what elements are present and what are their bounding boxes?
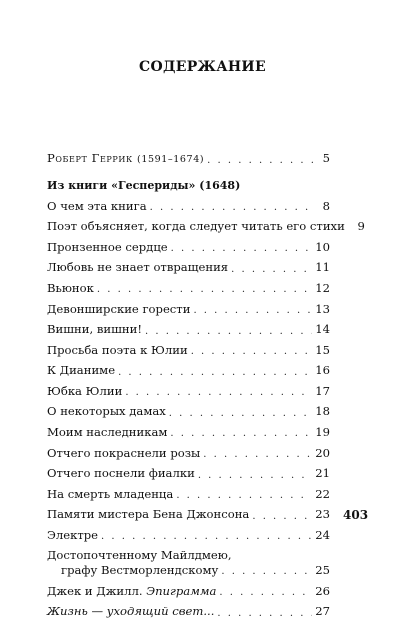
- page-number: 22: [315, 486, 330, 501]
- leader-dots: [125, 387, 312, 398]
- toc-entry: [47, 528, 330, 542]
- page-number: 24: [315, 527, 330, 542]
- entry-title: На смерть младенца: [47, 486, 174, 501]
- page-number: 15: [315, 342, 330, 357]
- leader-dots: [176, 490, 312, 501]
- leader-dots: [191, 346, 313, 357]
- toc-entry: [47, 604, 330, 618]
- author-heading: [47, 151, 204, 166]
- leader-dots: [145, 326, 312, 337]
- entry-title: Девонширские горести: [47, 301, 191, 316]
- toc-entry: [47, 446, 330, 460]
- author-years: (1591–1674): [137, 154, 205, 165]
- page-number: 21: [315, 466, 330, 481]
- page-number: 12: [315, 280, 330, 295]
- leader-dots: [193, 305, 312, 316]
- page-number: 20: [315, 445, 330, 460]
- page-number: 23: [315, 507, 330, 522]
- page-number: 14: [315, 322, 330, 337]
- entry-title: Электре: [47, 527, 99, 542]
- toc-entry: [47, 384, 330, 398]
- toc-entry: [47, 466, 330, 480]
- page-number: 10: [315, 239, 330, 254]
- toc-entry: [47, 260, 330, 274]
- entry-title: Жизнь — уходящий свет...: [47, 604, 215, 619]
- entry-title: Моим наследникам: [47, 424, 168, 439]
- page-number: 25: [315, 562, 330, 577]
- page-number: 26: [315, 583, 330, 598]
- toc-entry: [47, 425, 330, 439]
- entry-title: [47, 584, 216, 598]
- entry-title: Юбка Юлии: [47, 383, 123, 398]
- toc-entry: [47, 281, 330, 295]
- entry-title: Отчего поснели фиалки: [47, 466, 195, 481]
- leader-dots: [198, 470, 312, 481]
- page-number: 16: [315, 363, 330, 378]
- toc-entry: [47, 487, 330, 501]
- toc-entry: [47, 240, 330, 254]
- leader-dots: [169, 408, 312, 419]
- leader-dots: [207, 155, 313, 166]
- toc-entry-line2: [47, 563, 330, 577]
- entry-title: Вьюнок: [47, 280, 94, 295]
- page-number: 11: [315, 260, 330, 275]
- leader-dots: [150, 202, 313, 213]
- toc-entry: [47, 404, 330, 418]
- leader-dots: [221, 566, 312, 577]
- page-number: 13: [315, 301, 330, 316]
- toc-entry: [47, 322, 330, 336]
- toc-entry: [47, 219, 365, 234]
- entry-title: О чем эта книга: [47, 198, 147, 213]
- leader-dots: [252, 511, 312, 522]
- toc-entry: [47, 302, 330, 316]
- leader-dots: [170, 428, 312, 439]
- leader-dots: [101, 531, 312, 542]
- page-number: 19: [315, 424, 330, 439]
- entry-title: Любовь не знает отвращения: [47, 260, 229, 275]
- toc-entry: [47, 199, 330, 213]
- entry-title: Памяти мистера Бена Джонсона: [47, 507, 250, 522]
- entry-title: Пронзенное сердце: [47, 239, 168, 254]
- toc-entry: [47, 363, 330, 377]
- folio-page-number: 403: [343, 508, 369, 522]
- leader-dots: [97, 284, 312, 295]
- leader-dots: [231, 264, 312, 275]
- leader-dots: [171, 243, 313, 254]
- page-number: 8: [322, 198, 330, 213]
- entry-title: Просьба поэта к Юлии: [47, 342, 188, 357]
- entry-genre: Эпиграмма: [146, 583, 217, 598]
- entry-title: О некоторых дамах: [47, 404, 166, 419]
- entry-title: Поэт объясняет, когда следует читать его стихи: [47, 219, 345, 234]
- leader-dots: [219, 587, 312, 598]
- toc-entry: [47, 507, 330, 521]
- toc-entry-two-line: [47, 548, 330, 577]
- entry-title: К Дианиме: [47, 363, 116, 378]
- author-name: Роберт Геррик: [47, 151, 133, 165]
- toc-entry: [47, 584, 330, 598]
- page-number: 27: [315, 604, 330, 619]
- leader-dots: [217, 608, 312, 619]
- toc-author-entry: [47, 151, 330, 166]
- page-number: 5: [322, 151, 330, 166]
- page-title: СОДЕРЖАНИЕ: [139, 59, 266, 75]
- entry-title-line1: Достопочтенному Майлдмею,: [47, 548, 232, 563]
- leader-dots: [118, 367, 312, 378]
- toc-entry: [47, 343, 330, 357]
- entry-title-main: Джек и Джилл.: [47, 583, 143, 598]
- entry-title: Вишни, вишни!: [47, 322, 142, 337]
- entry-title-line2: графу Вестморлендскому: [61, 562, 219, 577]
- section-heading: Из книги «Геспериды» (1648): [47, 178, 241, 192]
- page-number: 18: [315, 404, 330, 419]
- leader-dots: [203, 449, 312, 460]
- page-number: 17: [315, 383, 330, 398]
- page-number: 9: [357, 219, 365, 234]
- entry-title: Отчего покраснели розы: [47, 445, 201, 460]
